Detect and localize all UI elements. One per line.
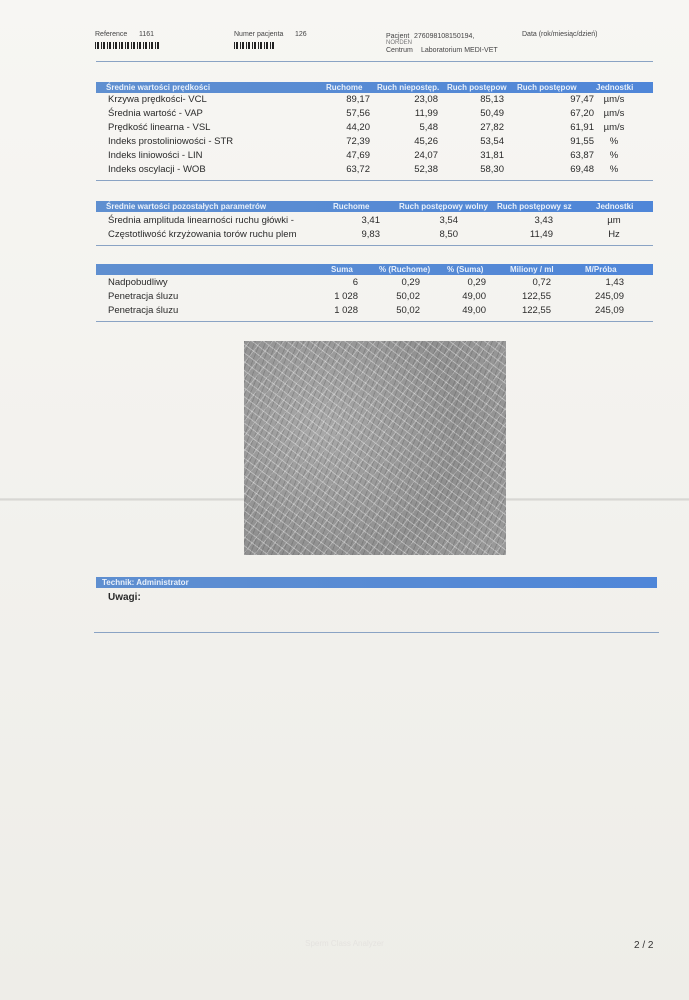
center-value: Laboratorium MEDI-VET: [421, 47, 498, 54]
patient-number-value: 126: [295, 31, 307, 38]
cell: 47,69: [346, 150, 370, 161]
cell: 45,26: [414, 136, 438, 147]
cell: 3,43: [534, 215, 553, 226]
cell: 245,09: [594, 291, 624, 302]
row-label: Indeks oscylacji - WOB: [108, 164, 206, 175]
cell-unit: µm/s: [603, 122, 625, 133]
cell: 49,00: [462, 291, 486, 302]
technician-band: [96, 577, 657, 588]
row-label: Penetracja śluzu: [108, 291, 179, 302]
cell: 6: [352, 277, 358, 288]
cell: 0,29: [401, 277, 420, 288]
velocity-col-units: Jednostki: [596, 83, 634, 92]
cell-unit: %: [609, 150, 619, 161]
cell: 67,20: [570, 108, 594, 119]
cell-unit: µm: [607, 215, 621, 226]
cell: 63,87: [570, 150, 594, 161]
summary-col-2: % (Ruchome): [379, 265, 431, 274]
cell-unit: Hz: [608, 229, 620, 240]
cell-unit: µm/s: [603, 94, 625, 105]
cell: 52,38: [414, 164, 438, 175]
cell-unit: %: [609, 136, 619, 147]
cell: 53,54: [480, 136, 504, 147]
cell: 9,83: [361, 229, 380, 240]
other-bottom-rule: [96, 245, 653, 246]
table-row: [108, 215, 648, 227]
velocity-title: Średnie wartości prędkości: [106, 83, 211, 92]
table-row: [108, 136, 648, 148]
cell-unit: µm/s: [603, 108, 625, 119]
velocity-col-1: Ruchome: [326, 83, 363, 92]
summary-col-1: Suma: [331, 265, 353, 274]
technician-label: Technik: Administrator: [102, 578, 189, 587]
table-row: [108, 122, 648, 134]
footer-brand: Sperm Class Analyzer: [305, 939, 384, 948]
page-number: 2 / 2: [634, 940, 654, 951]
reference-barcode: [95, 42, 159, 49]
cell: 0,29: [467, 277, 486, 288]
cell: 57,56: [346, 108, 370, 119]
summary-col-4: Miliony / ml: [510, 265, 554, 274]
cell: 122,55: [521, 291, 551, 302]
header-rule: [96, 61, 653, 62]
cell: 85,13: [480, 94, 504, 105]
cell: 61,91: [570, 122, 594, 133]
row-label: Częstotliwość krzyżowania torów ruchu plem: [108, 229, 297, 240]
cell-unit: %: [609, 164, 619, 175]
velocity-col-4: Ruch postępow: [517, 83, 577, 92]
row-label: Średnia amplituda linearności ruchu główki -: [108, 215, 294, 226]
table-row: [108, 164, 648, 176]
cell: 122,55: [521, 305, 551, 316]
patient-label: Pacjent: [386, 33, 410, 40]
row-label: Średnia wartość - VAP: [108, 108, 203, 119]
row-label: Prędkość linearna - VSL: [108, 122, 211, 133]
cell: 1 028: [334, 305, 358, 316]
velocity-col-2: Ruch niepostęp.: [377, 83, 440, 92]
summary-header-band: [96, 264, 653, 275]
summary-bottom-rule: [96, 321, 653, 322]
cell: 3,41: [361, 215, 380, 226]
summary-col-5: M/Próba: [585, 265, 617, 274]
center-label: Centrum: [386, 47, 413, 54]
table-row: [108, 108, 648, 120]
cell: 72,39: [346, 136, 370, 147]
cell: 91,55: [570, 136, 594, 147]
cell: 89,17: [346, 94, 370, 105]
cell: 5,48: [419, 122, 438, 133]
other-col-2: Ruch postępowy wolny: [399, 202, 488, 211]
patient-number-label: Numer pacjenta: [234, 31, 284, 38]
cell: 69,48: [570, 164, 594, 175]
patient-sub: NORDEN: [386, 40, 413, 46]
cell: 50,02: [396, 291, 420, 302]
cell: 49,00: [462, 305, 486, 316]
cell: 27,82: [480, 122, 504, 133]
velocity-col-3: Ruch postępow: [447, 83, 507, 92]
cell: 3,54: [439, 215, 458, 226]
cell: 97,47: [570, 94, 594, 105]
other-col-1: Ruchome: [333, 202, 370, 211]
cell: 63,72: [346, 164, 370, 175]
table-row: [108, 291, 648, 303]
velocity-bottom-rule: [96, 180, 653, 181]
cell: 11,99: [414, 108, 438, 119]
summary-col-3: % (Suma): [447, 265, 484, 274]
cell: 1,43: [605, 277, 624, 288]
cell: 58,30: [480, 164, 504, 175]
date-label: Data (rok/miesiąc/dzień): [522, 31, 598, 38]
cell: 31,81: [480, 150, 504, 161]
cell: 50,02: [396, 305, 420, 316]
cell: 44,20: [346, 122, 370, 133]
other-header-band: [96, 201, 653, 212]
reference-label: Reference: [95, 31, 128, 38]
table-row: [108, 94, 648, 106]
table-row: [108, 305, 648, 317]
patient-barcode: [234, 42, 274, 49]
other-col-units: Jednostki: [596, 202, 634, 211]
cell: 1 028: [334, 291, 358, 302]
other-title: Średnie wartości pozostałych parametrów: [106, 202, 267, 211]
row-label: Nadpobudliwy: [108, 277, 168, 288]
row-label: Krzywa prędkości- VCL: [108, 94, 207, 105]
cell: 8,50: [439, 229, 458, 240]
cell: 50,49: [480, 108, 504, 119]
patient-value: 276098108150194,: [414, 33, 475, 40]
cell: 245,09: [594, 305, 624, 316]
microscope-image: [244, 341, 506, 555]
table-row: [108, 150, 648, 162]
row-label: Penetracja śluzu: [108, 305, 179, 316]
cell: 23,08: [414, 94, 438, 105]
remarks-label: Uwagi:: [108, 592, 141, 603]
cell: 11,49: [529, 229, 553, 240]
row-label: Indeks prostoliniowości - STR: [108, 136, 234, 147]
velocity-header-band: [96, 82, 653, 93]
row-label: Indeks liniowości - LIN: [108, 150, 203, 161]
table-row: [108, 277, 648, 289]
remarks-rule: [94, 632, 659, 633]
cell: 24,07: [414, 150, 438, 161]
table-row: [108, 229, 648, 241]
reference-value: 1161: [139, 31, 155, 38]
cell: 0,72: [532, 277, 551, 288]
other-col-3: Ruch postępowy sz: [497, 202, 572, 211]
